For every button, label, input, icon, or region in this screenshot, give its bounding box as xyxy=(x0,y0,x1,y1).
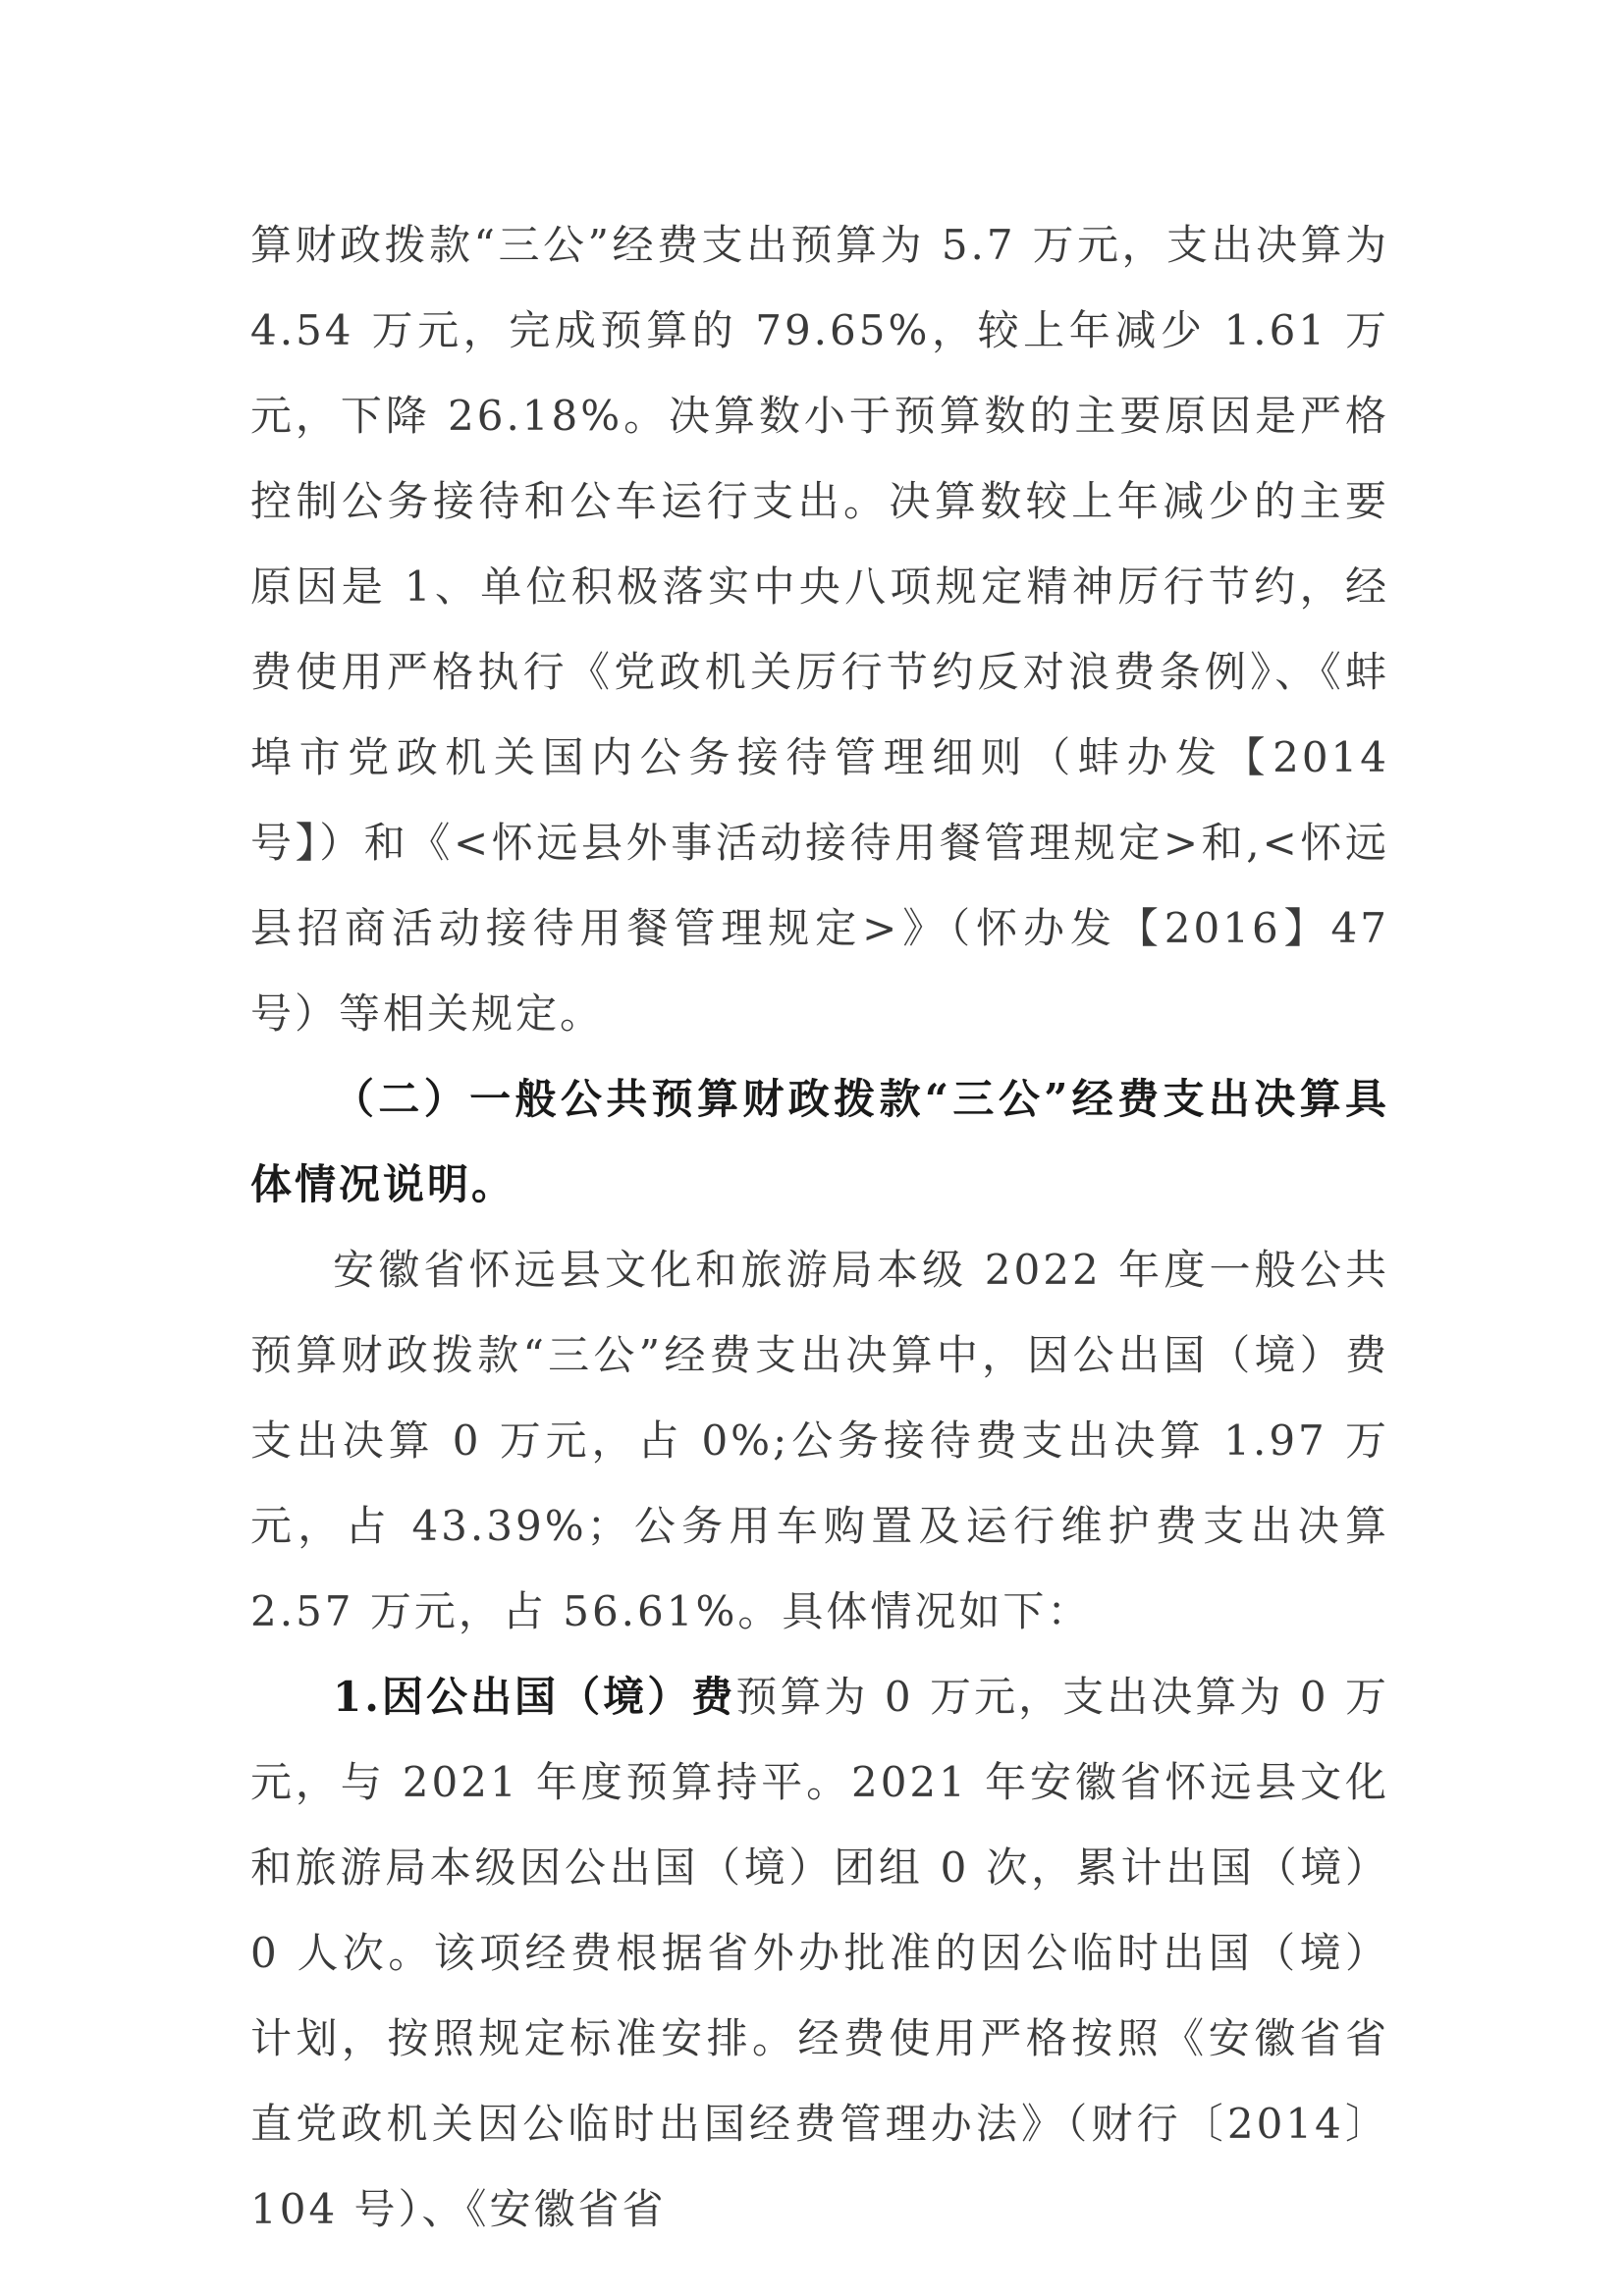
document-body xyxy=(250,202,1389,2252)
paragraph-three-public-overview: 算财政拨款“三公”经费支出预算为 5.7 万元，支出决算为 4.54 万元，完成预算的 79.65%，较上年减少 1.61 万元，下降 26.18%。决算数小于预算数的主要原因是严格控制公务接待和公车运行支出。决算数较上年减少的主要原因是 1、单位积极落实中央八项规定精神厉行节约，经费使用严格执行《党政机关厉行节约反对浪费条例》、《蚌埠市党政机关国内公务接待管理细则（蚌办发【2014 号】）和《<怀远县外事活动接待用餐管理规定>和,<怀远县招商活动接待用餐管理规定>》（怀办发【2016】47 号）等相关规定。 xyxy=(250,221,1389,1038)
overseas-travel-text: 预算为 0 万元，支出决算为 0 万元，与 2021 年度预算持平。2021 年安徽省怀远县文化和旅游局本级因公出国（境）团组 0 次，累计出国（境）0 人次。该项经费根据省外办批准的因公临时出国（境）计划，按照规定标准安排。经费使用严格按照《安徽省省直党政机关因公临时出国经费管理办法》（财行〔2014〕104 号）、《安徽省省 xyxy=(250,1673,1389,2233)
paragraph-overseas-travel xyxy=(250,1654,1389,2252)
paragraph-expenditure-breakdown: 安徽省怀远县文化和旅游局本级 2022 年度一般公共预算财政拨款“三公”经费支出决算中，因公出国（境）费支出决算 0 万元，占 0%;公务接待费支出决算 1.97 万元，占 43.39%；公务用车购置及运行维护费支出决算 2.57 万元，占 56.61%。具体情况如下： xyxy=(250,1246,1389,1635)
section-heading-two: （二）一般公共预算财政拨款“三公”经费支出决算具体情况说明。 xyxy=(250,1075,1389,1208)
overseas-travel-label: 1.因公出国（境）费 xyxy=(333,1673,736,1721)
